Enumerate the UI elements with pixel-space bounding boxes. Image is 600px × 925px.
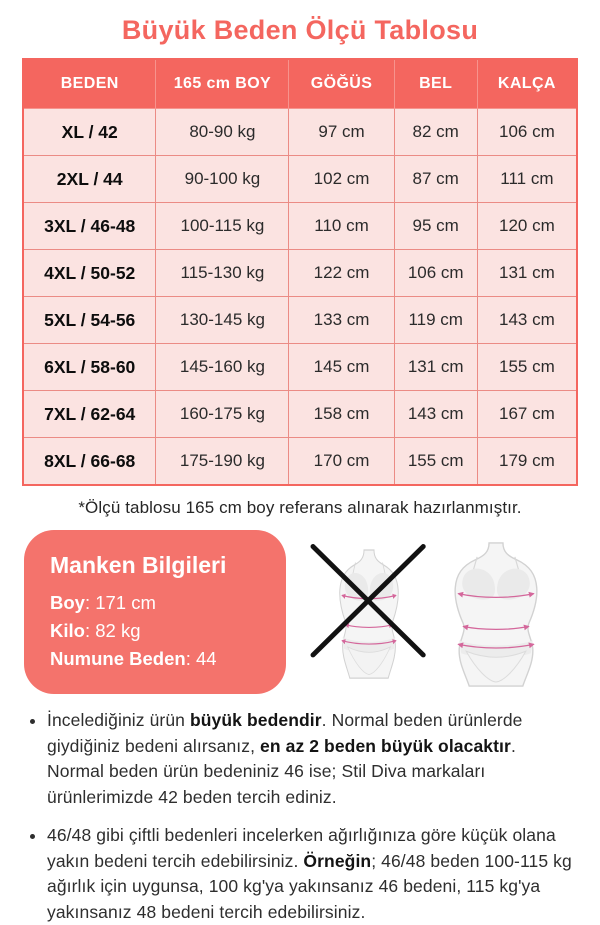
size-cell: 143 cm <box>394 391 477 438</box>
model-info-weight <box>50 617 276 645</box>
size-cell: 145 cm <box>289 344 394 391</box>
header-cell-boy: 165 cm BOY <box>156 59 289 109</box>
model-info-title: Manken Bilgileri <box>50 552 227 578</box>
size-table-row <box>23 391 577 438</box>
size-cell: 133 cm <box>289 297 394 344</box>
size-table-row <box>23 344 577 391</box>
size-cell: 106 cm <box>477 109 577 156</box>
size-table-row <box>23 109 577 156</box>
note-text: İncelediğiniz ürün <box>47 710 190 730</box>
size-cell: 5XL / 54-56 <box>23 297 156 344</box>
model-info-sample-size-label: Numune Beden <box>50 647 186 669</box>
size-cell: 7XL / 62-64 <box>23 391 156 438</box>
size-cell: 106 cm <box>394 250 477 297</box>
header-cell-gogus: GÖĞÜS <box>289 59 394 109</box>
size-cell: 95 cm <box>394 203 477 250</box>
size-cell: 167 cm <box>477 391 577 438</box>
notes-list <box>30 708 576 925</box>
size-cell: 6XL / 58-60 <box>23 344 156 391</box>
size-cell: 155 cm <box>477 344 577 391</box>
size-cell: 3XL / 46-48 <box>23 203 156 250</box>
size-cell: 82 cm <box>394 109 477 156</box>
plus-size-body-measurement-icon <box>446 539 546 689</box>
size-cell: 155 cm <box>394 438 477 486</box>
size-cell: 145-160 kg <box>156 344 289 391</box>
size-table-row <box>23 438 577 486</box>
size-cell: 110 cm <box>289 203 394 250</box>
slim-body-crossed-out-icon <box>308 542 430 687</box>
size-cell: 119 cm <box>394 297 477 344</box>
size-table <box>22 58 578 486</box>
size-cell: 97 cm <box>289 109 394 156</box>
table-footnote: *Ölçü tablosu 165 cm boy referans alınarak hazırlanmıştır. <box>78 498 522 517</box>
model-info-height <box>50 589 276 617</box>
model-info-sample-size <box>50 645 276 673</box>
model-info-weight-value: : 82 kg <box>84 619 141 641</box>
model-info-card <box>24 530 286 694</box>
note-text: . Normal beden ürünlerde giydiğiniz bedeni alırsanız, <box>47 710 523 756</box>
size-cell: 131 cm <box>394 344 477 391</box>
header-cell-bel: BEL <box>394 59 477 109</box>
size-table-header-row <box>23 59 577 109</box>
size-cell: 143 cm <box>477 297 577 344</box>
model-info-height-label: Boy <box>50 592 85 613</box>
header-cell-kalca: KALÇA <box>477 59 577 109</box>
size-table-row <box>23 250 577 297</box>
note-text: 46/48 gibi çiftli bedenleri incelerken ağırlığınıza göre küçük olana yakın bedeni tercih edebilirsiniz. <box>47 825 556 871</box>
note-text-bold: büyük bedendir <box>189 710 322 730</box>
note-item <box>47 708 576 810</box>
note-text: ; 46/48 beden 100-115 kg ağırlık için uygunsa, 100 kg'ya yakınsanız 46 bedeni, 115 kg'ya yakınsanız 48 bedeni tercih edebilirsiniz. <box>47 850 572 922</box>
model-info-section <box>24 529 600 695</box>
size-cell: 100-115 kg <box>156 203 289 250</box>
note-text-bold: en az 2 beden büyük olacaktır <box>260 735 511 756</box>
size-cell: 120 cm <box>477 203 577 250</box>
model-info-height-value: : 171 cm <box>84 592 156 613</box>
size-cell: 122 cm <box>289 250 394 297</box>
size-table-row <box>23 203 577 250</box>
page-title: Büyük Beden Ölçü Tablosu <box>121 15 479 45</box>
size-cell: 102 cm <box>289 156 394 203</box>
size-cell: 2XL / 44 <box>23 156 156 203</box>
note-item <box>47 823 576 925</box>
size-cell: 4XL / 50-52 <box>23 250 156 297</box>
header-cell-beden: BEDEN <box>23 59 156 109</box>
size-cell: 90-100 kg <box>156 156 289 203</box>
size-cell: 111 cm <box>477 156 577 203</box>
size-cell: 131 cm <box>477 250 577 297</box>
size-cell: 170 cm <box>289 438 394 486</box>
size-cell: 87 cm <box>394 156 477 203</box>
size-cell: 130-145 kg <box>156 297 289 344</box>
note-text: . Normal beden ürün bedeniniz 46 ise; Stil Diva markaları ürünlerimizde 42 beden tercih ediniz. <box>47 735 516 807</box>
size-cell: 158 cm <box>289 391 394 438</box>
size-cell: 80-90 kg <box>156 109 289 156</box>
size-table-row <box>23 156 577 203</box>
model-info-sample-size-value: : 44 <box>185 647 217 669</box>
size-cell: 175-190 kg <box>156 438 289 486</box>
size-cell: 160-175 kg <box>156 391 289 438</box>
size-cell: 115-130 kg <box>156 250 289 297</box>
note-text-bold: Örneğin <box>303 850 372 871</box>
size-table-row <box>23 297 577 344</box>
size-cell: 179 cm <box>477 438 577 486</box>
body-figures <box>308 539 546 689</box>
size-cell: XL / 42 <box>23 109 156 156</box>
model-info-weight-label: Kilo <box>50 619 85 641</box>
size-cell: 8XL / 66-68 <box>23 438 156 486</box>
